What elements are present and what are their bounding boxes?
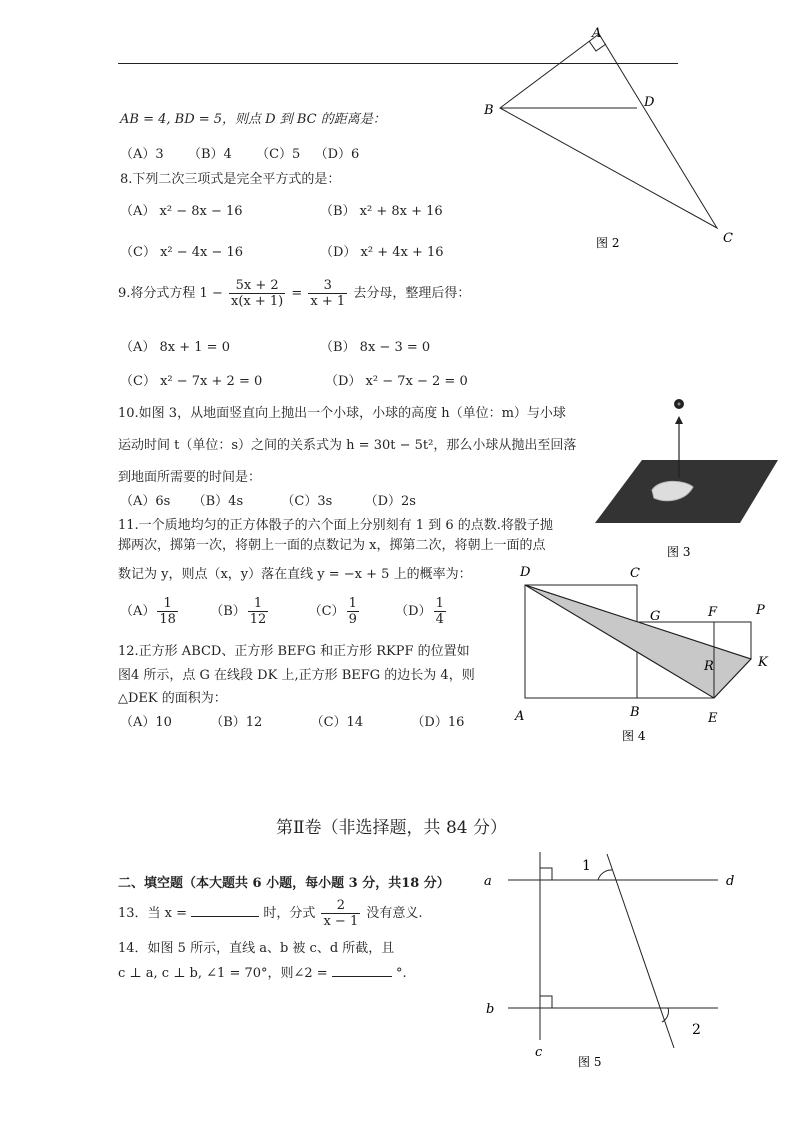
label-g: G: [650, 609, 661, 624]
q13-den: x − 1: [323, 914, 359, 929]
q11-option-b[interactable]: （B） $\frac{1}{12}$: [210, 596, 267, 627]
top-text: AB = 4, BD = 5，则点 D 到 BC 的距离是：: [120, 112, 386, 127]
q12-option-a[interactable]: （A）10: [120, 715, 172, 730]
q9-fraction-2: [308, 278, 347, 309]
q7-option-b[interactable]: （B）4: [187, 147, 232, 162]
q13-suffix: 没有意义.: [366, 906, 423, 921]
q10-option-a[interactable]: （A）6s: [120, 494, 171, 509]
label-b: B: [630, 705, 640, 720]
q10-line-1: 10.如图 3，从地面竖直向上抛出一个小球，小球的高度 h（单位：m）与小球: [118, 406, 566, 421]
section-2-heading: 二、填空题（本大题共 6 小题，每小题 3 分，共18 分）: [118, 876, 450, 891]
q7-option-c[interactable]: （C）5: [256, 147, 301, 162]
label-c: C: [723, 231, 733, 246]
q11-line-3: 数记为 y，则点（x，y）落在直线 y = −x + 5 上的概率为：: [118, 567, 472, 582]
q10-line-3: 到地面所需要的时间是：: [118, 470, 262, 485]
q10-option-c[interactable]: （C）3s: [281, 494, 333, 509]
q12-line-3: △DEK 的面积为：: [118, 691, 227, 706]
q11-option-a[interactable]: （A） $\frac{1}{18}$: [120, 596, 176, 627]
label-b: b: [486, 1002, 495, 1017]
q7-option-d[interactable]: （D）6: [314, 147, 360, 162]
figure-2: [470, 20, 750, 260]
section-title: 第Ⅱ卷（非选择题，共 84 分）: [276, 818, 507, 838]
q9-frac1-num: 5x + 2: [229, 278, 285, 294]
triangle-abc: [500, 34, 717, 228]
q9-stem: [118, 278, 470, 309]
q10-line-2: 运动时间 t（单位：s）之间的关系式为 h = 30t − 5t²，那么小球从抛出至回落: [118, 438, 577, 453]
line-d: [607, 854, 674, 1048]
figure-5: [478, 840, 748, 1075]
q12-options: [120, 711, 464, 730]
label-a: A: [592, 26, 602, 41]
q13: [118, 898, 423, 929]
figure-3: [590, 390, 780, 570]
label-a: a: [484, 874, 492, 889]
label-b: B: [484, 103, 494, 118]
figure-5-caption: 图 5: [578, 1055, 602, 1069]
q13-num: 2: [321, 898, 360, 914]
q10-option-b[interactable]: （B）4s: [192, 494, 244, 509]
q10-option-d[interactable]: （D）2s: [364, 494, 416, 509]
q7-option-a[interactable]: （A）3: [120, 147, 164, 162]
q13-mid: 时，分式: [263, 906, 316, 921]
q9-option-c[interactable]: （C） x² − 7x + 2 = 0: [120, 374, 263, 389]
q7-options: [120, 143, 359, 162]
label-d: d: [726, 874, 735, 889]
q11-option-c[interactable]: （C） $\frac{1}{9}$: [308, 596, 357, 627]
q13-fraction: [321, 898, 360, 929]
right-angle-mark-b: [540, 996, 552, 1008]
triangle-dek: [525, 585, 751, 698]
q9-frac1-den: x(x + 1): [230, 294, 284, 309]
right-angle-mark: [589, 41, 606, 51]
angle-2-label: 2: [692, 1022, 701, 1038]
q14-answer-blank[interactable]: [332, 976, 392, 977]
q9-prefix: 9.将分式方程 1 −: [118, 286, 223, 301]
label-r: R: [704, 659, 714, 674]
figure-4: [510, 560, 790, 750]
label-a: A: [515, 709, 525, 724]
q9-frac2-den: x + 1: [310, 294, 346, 309]
angle-1-label: 1: [582, 858, 591, 874]
q14-line-2: [118, 962, 407, 981]
q8-option-b[interactable]: （B） x² + 8x + 16: [320, 204, 443, 219]
label-p: P: [756, 603, 765, 618]
q12-option-d[interactable]: （D）16: [411, 715, 465, 730]
q8-option-c[interactable]: （C） x² − 4x − 16: [120, 245, 244, 260]
arrow-head-icon: [675, 416, 683, 424]
figure-2-caption: 图 2: [596, 236, 620, 250]
figure-3-caption: 图 3: [667, 545, 691, 559]
label-e: E: [708, 711, 718, 726]
q9-option-b[interactable]: （B） 8x − 3 = 0: [320, 340, 431, 355]
q13-prefix: 13．当 x =: [118, 906, 188, 921]
q14-line-2-suffix: °.: [395, 966, 407, 981]
q11-option-d[interactable]: （D） $\frac{1}{4}$: [395, 596, 444, 627]
label-c: c: [535, 1045, 543, 1060]
q12-line-1: 12.正方形 ABCD、正方形 BEFG 和正方形 RKPF 的位置如: [118, 644, 470, 659]
q12-line-2: 图4 所示，点 G 在线段 DK 上,正方形 BEFG 的边长为 4，则: [118, 668, 475, 683]
q9-fraction-1: [229, 278, 285, 309]
q9-option-d[interactable]: （D） x² − 7x − 2 = 0: [325, 374, 468, 389]
q14-line-2-prefix: c ⊥ a, c ⊥ b, ∠1 = 70°，则∠2 =: [118, 966, 328, 981]
figure-4-caption: 图 4: [622, 729, 646, 743]
q11-options: [120, 596, 448, 627]
q9-option-a[interactable]: （A） 8x + 1 = 0: [120, 340, 230, 355]
q9-eq: =: [291, 286, 303, 301]
q11-line-1: 11.一个质地均匀的正方体骰子的六个面上分别刻有 1 到 6 的点数.将骰子抛: [118, 518, 553, 533]
right-angle-mark-a: [540, 868, 552, 880]
q9-frac2-num: 3: [308, 278, 347, 294]
q11-line-2: 掷两次，掷第一次，将朝上一面的点数记为 x，掷第二次，将朝上一面的点: [118, 538, 546, 553]
q14-line-1: 14．如图 5 所示，直线 a、b 被 c、d 所截，且: [118, 941, 395, 956]
q9-suffix: 去分母，整理后得：: [353, 286, 471, 301]
q12-option-c[interactable]: （C）14: [310, 715, 364, 730]
angle-1-arc: [598, 870, 612, 880]
label-k: K: [758, 655, 768, 670]
q12-option-b[interactable]: （B）12: [210, 715, 263, 730]
label-c: C: [630, 566, 640, 581]
q13-answer-blank[interactable]: [191, 916, 259, 917]
label-f: F: [708, 605, 718, 620]
label-d: D: [644, 95, 655, 110]
q10-options: [120, 490, 416, 509]
q8-option-a[interactable]: （A） x² − 8x − 16: [120, 204, 243, 219]
q8-stem: 8.下列二次三项式是完全平方式的是：: [120, 172, 341, 187]
label-d: D: [520, 565, 531, 580]
q8-option-d[interactable]: （D） x² + 4x + 16: [320, 245, 444, 260]
